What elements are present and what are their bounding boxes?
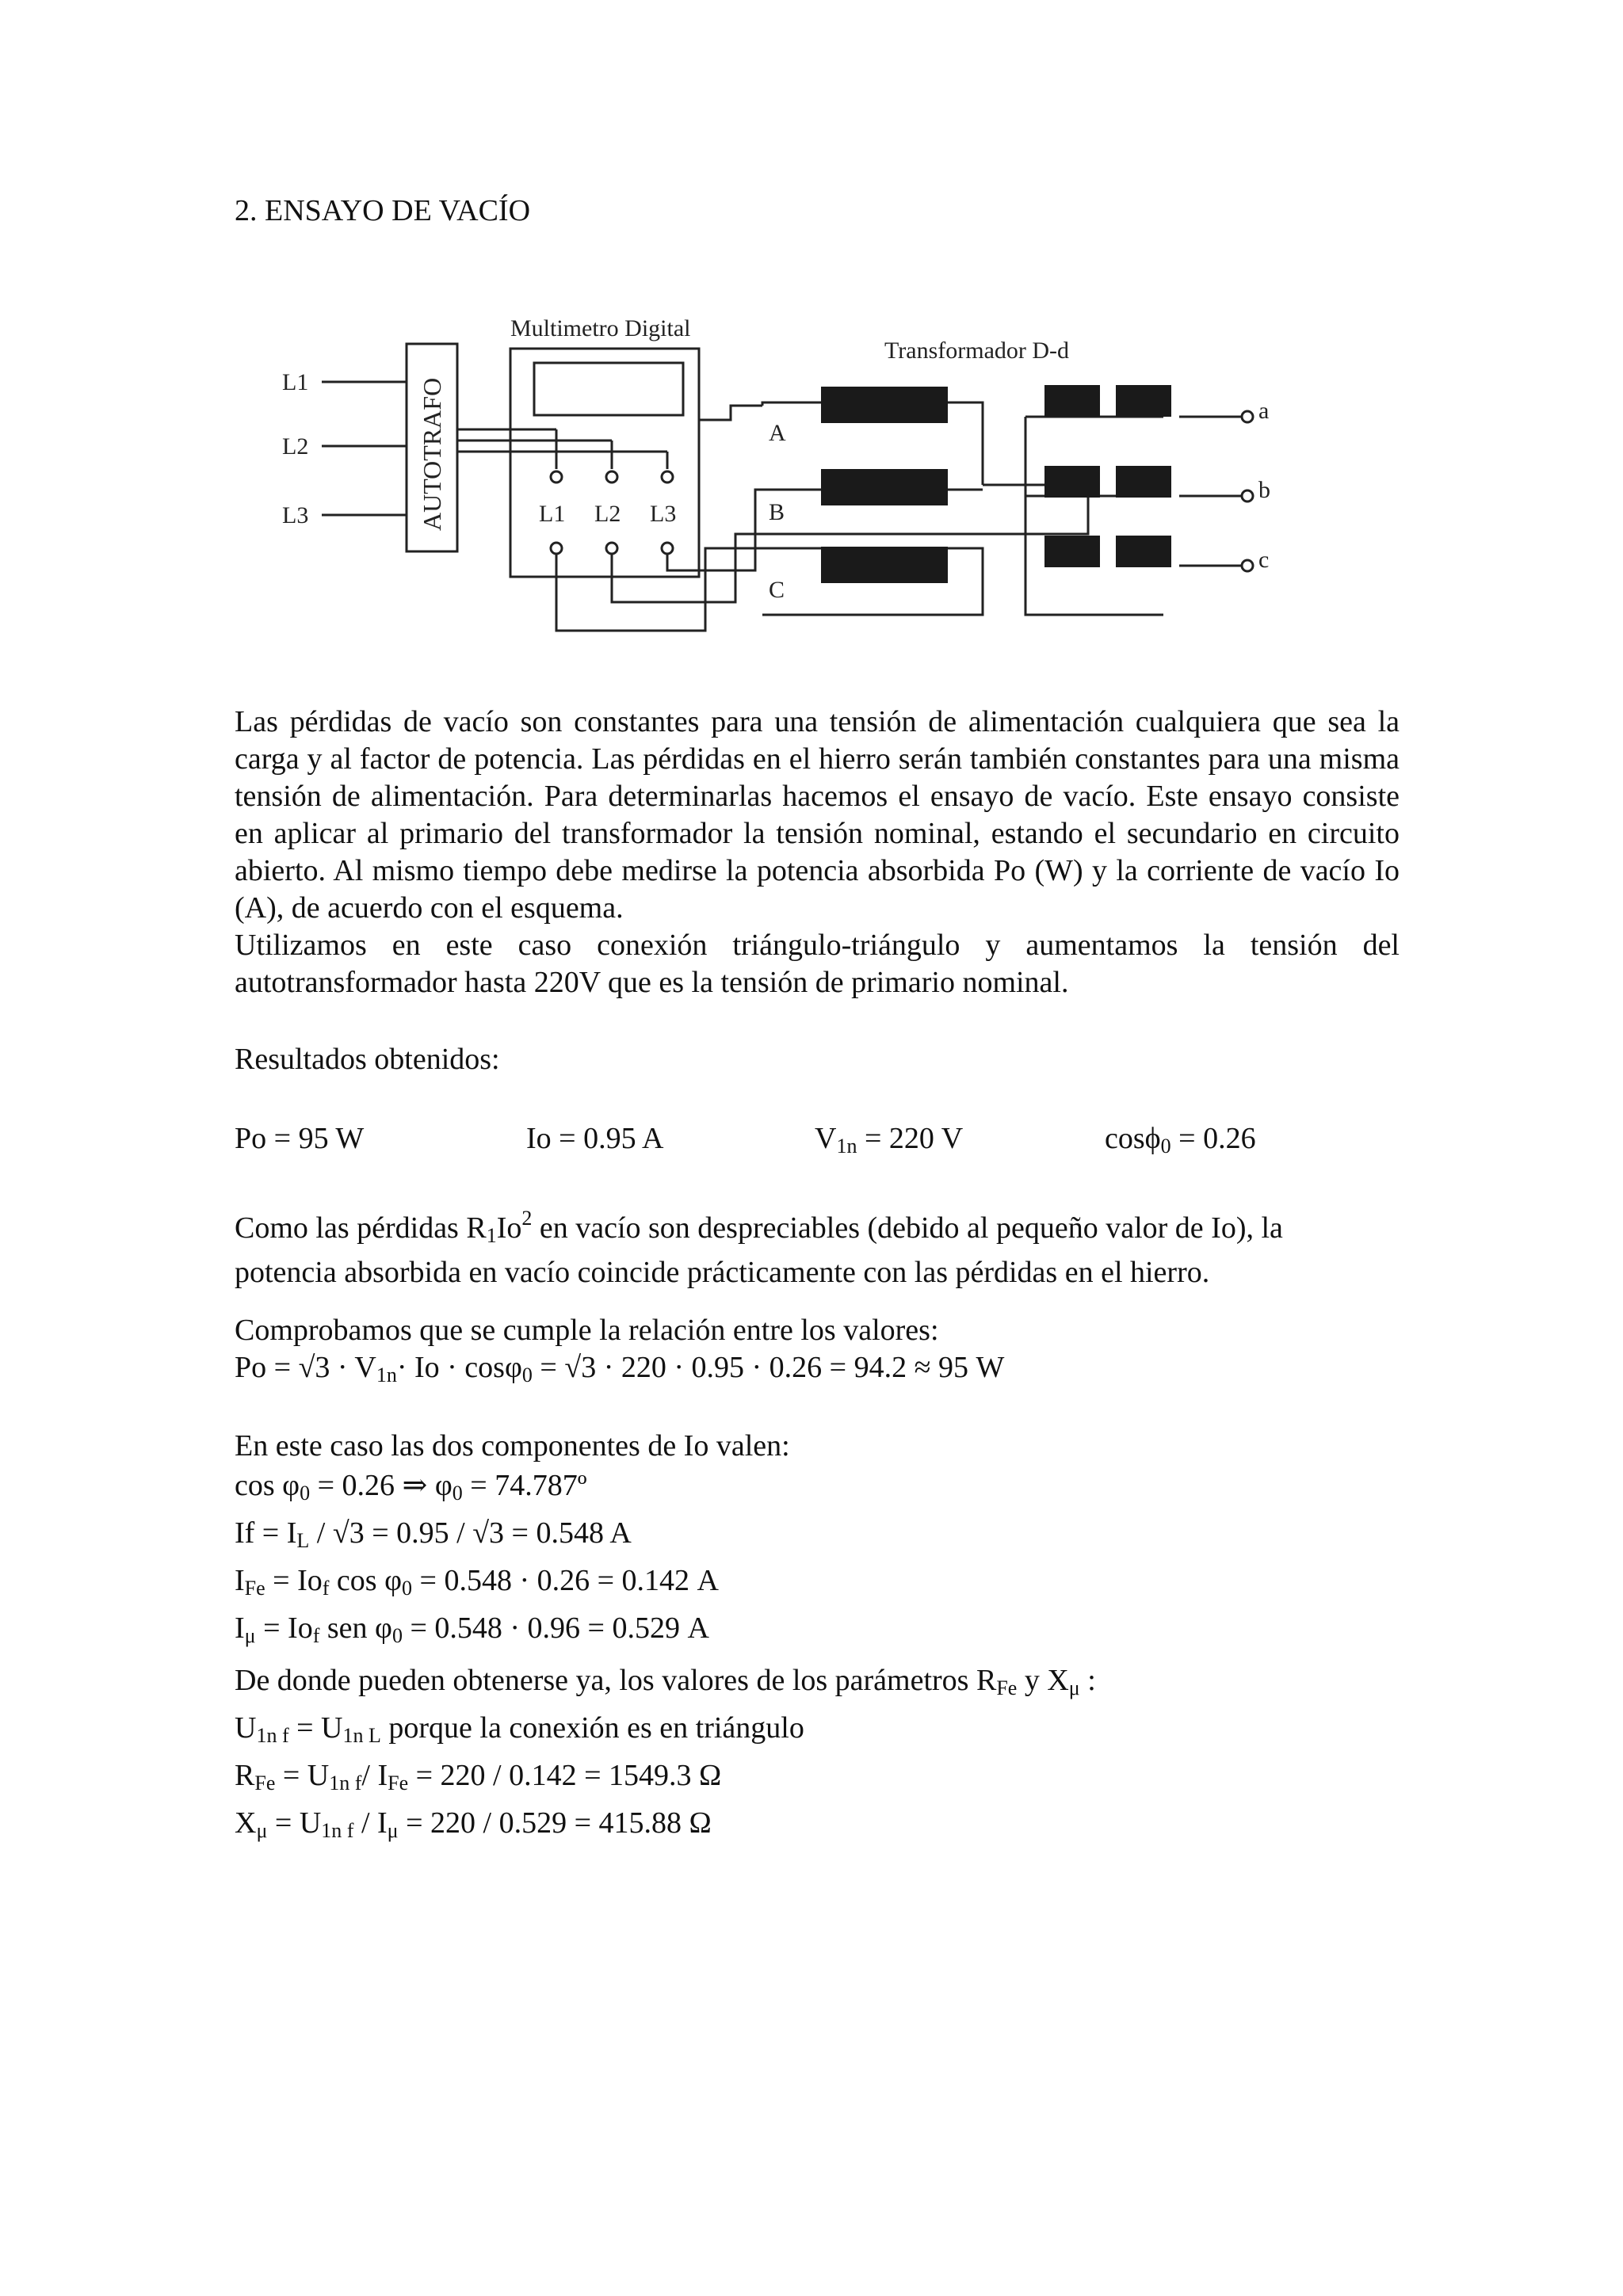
losses-paragraph: Como las pérdidas $R_1Io^2$ en vacío son despreciables (debido al pequeño valor de Io), la potencia absorbida en vacío coincide prácticamente con las pérdidas en el hierro. [235,1207,1283,1289]
secondary-label-a: a [1258,398,1270,424]
components-line-cos: $\cos \varphi_0 = 0.26$ ⇒ $\varphi_0$ = 74.787º [235,1469,587,1505]
primary-coil-b [821,469,948,505]
transformer-title: Transformador D-d [884,338,1070,364]
secondary-label-b: b [1258,477,1270,503]
primary-label-a: A [769,420,786,446]
primary-coil-a [821,387,948,423]
secondary-coil-a2 [1116,385,1171,417]
secondary-coil-b1 [1044,466,1100,498]
autotrafo-label: AUTOTRAFO [418,377,446,531]
line-label-l3: L3 [282,502,309,528]
parameters-line-u: $U_{1n f} = U_{1n L}$ porque la conexión es en triángulo [235,1711,804,1747]
intro-paragraph-2: Utilizamos en este caso conexión triángulo-triángulo y aumentamos la tensión del autotransformador hasta 220V que es la tensión de primario nominal. [235,929,1400,999]
line-label-l2: L2 [282,433,309,460]
multimeter-title: Multimetro Digital [510,315,691,341]
section-title: 2. ENSAYO DE VACÍO [235,194,531,227]
components-block [235,1426,1400,1656]
components-line-imu: $I_\mu = Io_f$ sen $\varphi_0 = 0.548 \cdot 0.96 = 0.529$ A [235,1611,709,1647]
results-heading: Resultados obtenidos: [235,1043,500,1076]
components-line-if: $If = I_L / √3 = 0.95 / √3 = 0.548$ A [235,1516,632,1552]
results-row [235,1120,1400,1160]
components-line-ife: $I_{Fe} = Io_f$ $\cos \varphi_0 = 0.548 \cdot 0.26 = 0.142$ A [235,1564,719,1600]
check-block [235,1312,1400,1394]
result-v1n: $V_{1n} = 220$ V [815,1122,964,1158]
secondary-coil-c2 [1116,536,1171,567]
line-label-l1: L1 [282,369,309,395]
result-cos: cosϕ$_0$ = 0.26 [1105,1122,1256,1158]
check-heading: Comprobamos que se cumple la relación entre los valores: [235,1314,939,1347]
primary-label-c: C [769,577,785,603]
parameters-line-xmu: $X_\mu = U_{1n f} / I_\mu = 220 / 0.529 = 415.88$ Ω [235,1806,712,1842]
secondary-label-c: c [1258,547,1270,573]
multimeter-terminal-l1: L1 [539,501,566,527]
secondary-coil-a1 [1044,385,1100,417]
parameters-heading: De donde pueden obtenerse ya, los valores de los parámetros $R_{Fe}$ y $X_\mu$ : [235,1664,1096,1699]
primary-coil-c [821,547,948,583]
circuit-diagram [228,301,1401,650]
multimeter-terminal-l3: L3 [650,501,677,527]
parameters-line-rfe: $R_{Fe} = U_{1n f}/$ $I_{Fe} = 220 / 0.142 = 1549.3$ Ω [235,1759,722,1794]
secondary-coil-b2 [1116,466,1171,498]
primary-label-b: B [769,499,785,525]
parameters-block [235,1661,1400,1851]
check-formula: $Po = √3 \cdot V_{1n}\cdot Io \cdot \cos\varphi_0 = √3 \cdot 220 \cdot 0.95 \cdot 0.26 = 94.2 \approx 95$ W [235,1351,1005,1386]
secondary-coil-c1 [1044,536,1100,567]
components-heading: En este caso las dos componentes de Io valen: [235,1429,790,1463]
intro-paragraph: Las pérdidas de vacío son constantes para una tensión de alimentación cualquiera que sea la carga y al factor de potencia. Las pérdidas en el hierro serán también constantes para una misma tensión de alimentación. Para determinarlas hacemos el ensayo de vacío. Este ensayo consiste en aplicar al primario del transformador la tensión nominal, estando el secundario en circuito abierto. Al mismo tiempo debe medirse la potencia absorbida Po (W) y la corriente de vacío Io (A), de acuerdo con el esquema. [235,705,1400,925]
result-po: Po = 95 W [235,1122,365,1155]
multimeter-terminal-l2: L2 [594,501,621,527]
result-io: Io = 0.95 A [526,1122,664,1155]
multimeter-display [534,363,683,415]
